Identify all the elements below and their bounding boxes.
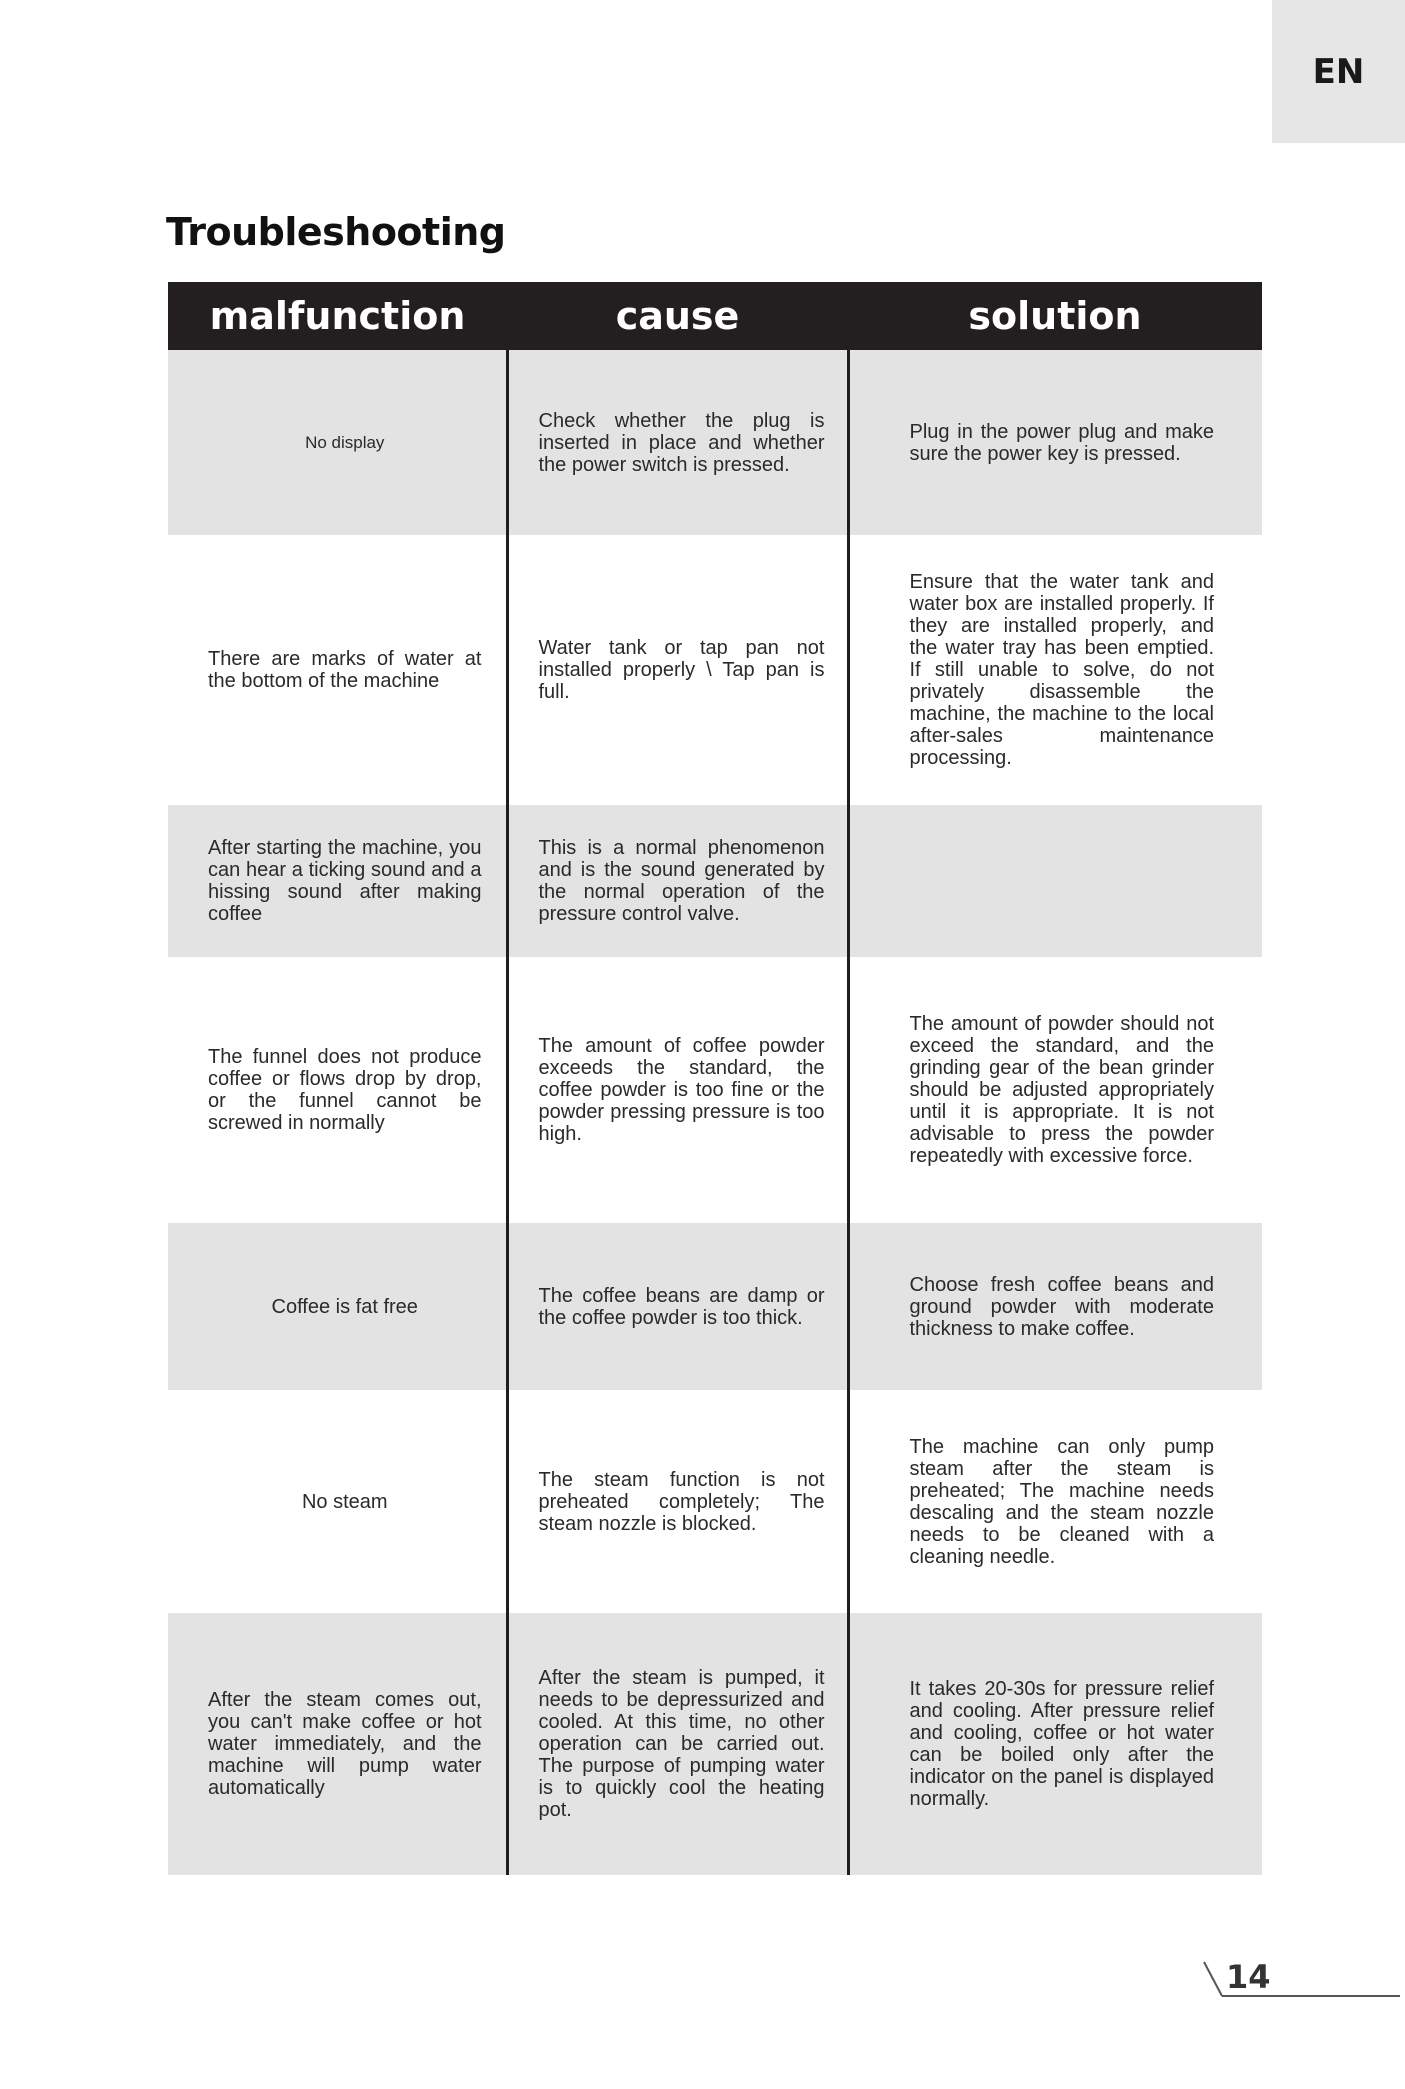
table-row <box>168 535 1262 805</box>
page-title: Troubleshooting <box>166 210 506 254</box>
solution-cell <box>848 805 1262 957</box>
table-row <box>168 1390 1262 1613</box>
solution-cell: Plug in the power plug and make sure the power key is pressed. <box>848 350 1262 535</box>
solution-cell: The machine can only pump steam after the steam is preheated; The machine needs descaling and the steam nozzle needs to be cleaned with a cleaning needle. <box>848 1390 1262 1613</box>
malfunction-cell: No display <box>168 350 507 535</box>
cause-cell: Check whether the plug is inserted in place and whether the power switch is pressed. <box>507 350 848 535</box>
cause-cell: The coffee beans are damp or the coffee powder is too thick. <box>507 1223 848 1390</box>
cause-cell: After the steam is pumped, it needs to be depressurized and cooled. At this time, no other operation can be carried out. The purpose of pumping water is to quickly cool the heating pot. <box>507 1613 848 1875</box>
header-solution: solution <box>848 282 1262 350</box>
page-number <box>1200 1958 1400 2008</box>
table-row <box>168 1223 1262 1390</box>
malfunction-cell: After starting the machine, you can hear a ticking sound and a hissing sound after making coffee <box>168 805 507 957</box>
cause-cell: The steam function is not preheated completely; The steam nozzle is blocked. <box>507 1390 848 1613</box>
header-cause: cause <box>507 282 848 350</box>
troubleshooting-table <box>168 282 1262 1875</box>
malfunction-cell: Coffee is fat free <box>168 1223 507 1390</box>
solution-cell: Choose fresh coffee beans and ground powder with moderate thickness to make coffee. <box>848 1223 1262 1390</box>
malfunction-cell: There are marks of water at the bottom of the machine <box>168 535 507 805</box>
cause-cell: The amount of coffee powder exceeds the standard, the coffee powder is too fine or the powder pressing pressure is too high. <box>507 957 848 1223</box>
page-number-text: 14 <box>1226 1958 1271 1996</box>
table-row <box>168 957 1262 1223</box>
table-row <box>168 1613 1262 1875</box>
malfunction-cell: After the steam comes out, you can't make coffee or hot water immediately, and the machine will pump water automatically <box>168 1613 507 1875</box>
language-tab <box>1272 0 1405 143</box>
solution-cell: Ensure that the water tank and water box are installed properly. If they are installed properly, and the water tray has been emptied. If still unable to solve, do not privately disassemble the machine, the machine to the local after-sales maintenance processing. <box>848 535 1262 805</box>
malfunction-cell: The funnel does not produce coffee or flows drop by drop, or the funnel cannot be screwed in normally <box>168 957 507 1223</box>
language-label: EN <box>1312 51 1365 92</box>
malfunction-cell: No steam <box>168 1390 507 1613</box>
solution-cell: It takes 20-30s for pressure relief and cooling. After pressure relief and cooling, coffee or hot water can be boiled only after the indicator on the panel is displayed normally. <box>848 1613 1262 1875</box>
table-header-row <box>168 282 1262 350</box>
table-row <box>168 350 1262 535</box>
cause-cell: Water tank or tap pan not installed properly \ Tap pan is full. <box>507 535 848 805</box>
solution-cell: The amount of powder should not exceed the standard, and the grinding gear of the bean grinder should be adjusted appropriately until it is appropriate. It is not advisable to press the powder repeatedly with excessive force. <box>848 957 1262 1223</box>
table-row <box>168 805 1262 957</box>
header-malfunction: malfunction <box>168 282 507 350</box>
cause-cell: This is a normal phenomenon and is the sound generated by the normal operation of the pressure control valve. <box>507 805 848 957</box>
